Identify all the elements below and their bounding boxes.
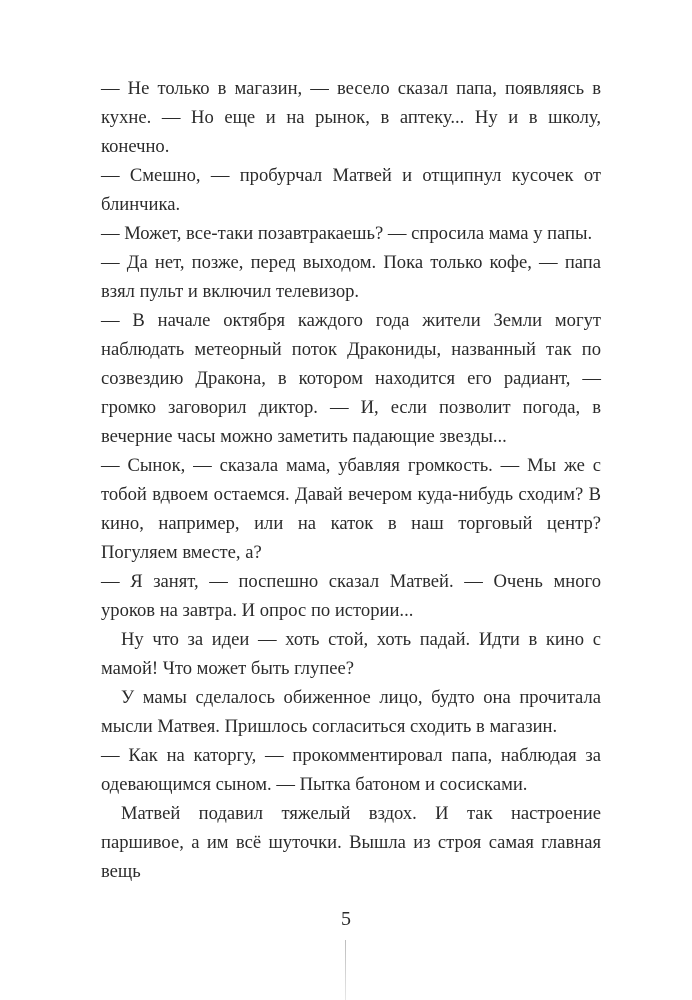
- page-number-rule: [345, 940, 346, 1000]
- paragraph-4: — Да нет, позже, перед выходом. Пока только кофе, — папа взял пульт и включил телевизор.: [101, 252, 601, 302]
- paragraph-10: — Как на каторгу, — прокомментировал папа, наблюдая за одевающимся сыном. — Пытка батоном и сосисками.: [101, 745, 601, 795]
- paragraph-7: — Я занят, — поспешно сказал Матвей. — Очень много уроков на завтра. И опрос по истории...: [101, 571, 601, 621]
- paragraph-1: — Не только в магазин, — весело сказал папа, появляясь в кухне. — Но еще и на рынок, в аптеку... Ну и в школу, конечно.: [101, 78, 601, 157]
- page-number: 5: [341, 908, 351, 930]
- paragraph-11: Матвей подавил тяжелый вздох. И так настроение паршивое, а им всё шуточки. Вышла из строя самая главная вещь: [101, 803, 601, 882]
- paragraph-8: Ну что за идеи — хоть стой, хоть падай. Идти в кино с мамой! Что может быть глупее?: [101, 629, 601, 679]
- paragraph-6: — Сынок, — сказала мама, убавляя громкость. — Мы же с тобой вдвоем остаемся. Давай вечером куда-нибудь сходим? В кино, например, или на каток в наш торговый центр? Погуляем вместе, а?: [101, 455, 601, 563]
- paragraph-5: — В начале октября каждого года жители Земли могут наблюдать метеорный поток Дракониды, названный так по созвездию Дракона, в котором находится его радиант, — громко заговорил диктор. — И, если позволит погода, в вечерние часы можно заметить падающие звезды...: [101, 310, 601, 447]
- paragraph-3: — Может, все-таки позавтракаешь? — спросила мама у папы.: [101, 223, 593, 244]
- body-text: [101, 74, 601, 886]
- paragraph-9: У мамы сделалось обиженное лицо, будто она прочитала мысли Матвея. Пришлось согласиться сходить в магазин.: [101, 687, 601, 737]
- paragraph-2: — Смешно, — пробурчал Матвей и отщипнул кусочек от блинчика.: [101, 165, 601, 215]
